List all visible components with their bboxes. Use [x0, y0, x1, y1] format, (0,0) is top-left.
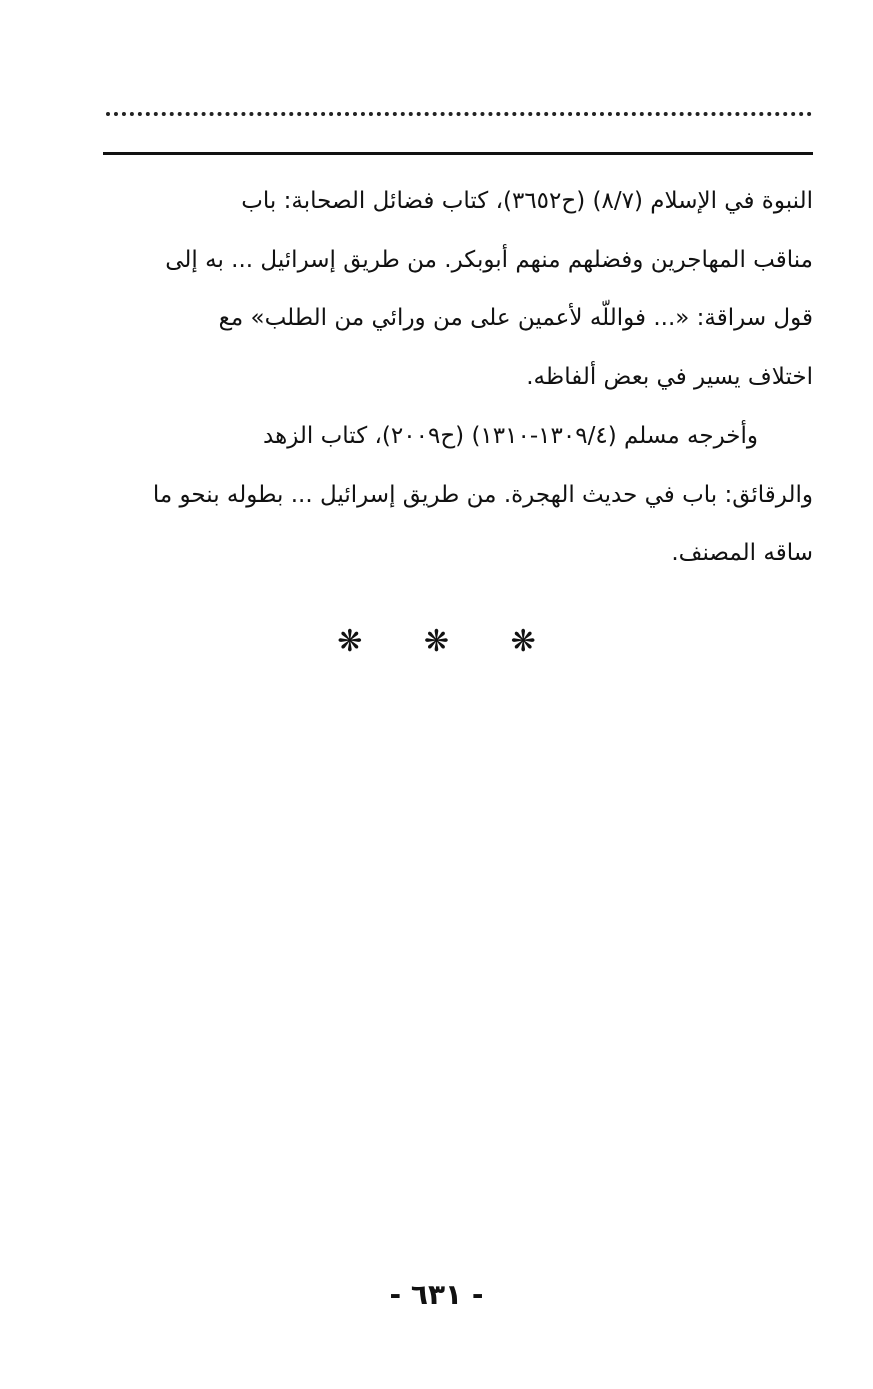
text-line: والرقائق: باب في حديث الهجرة. من طريق إسرائيل ... بطوله بنحو ما [152, 481, 813, 508]
text-line: مناقب المهاجرين وفضلهم منهم أبوبكر. من طريق إسرائيل ... به إلى [165, 246, 813, 273]
asterisk-icon: ❋ [337, 624, 363, 659]
text-line: قول سراقة: «... فواللّه لأعمين على من ورائي من الطلب» مع [218, 305, 813, 331]
footnote-paragraph-1 [103, 172, 813, 406]
section-separator-stars [0, 624, 873, 659]
dotted-separator-line [106, 112, 812, 116]
asterisk-icon: ❋ [510, 624, 536, 659]
footnote-paragraph-2 [103, 407, 813, 583]
asterisk-icon: ❋ [423, 624, 450, 659]
text-line: النبوة في الإسلام (٨/٧) (ح٣٦٥٢)، كتاب فضائل الصحابة: باب [241, 188, 813, 214]
page-number: - ٦٣١ - [389, 1278, 484, 1311]
text-line: وأخرجه مسلم (١٣٠٩/٤-١٣١٠) (ح٢٠٠٩)، كتاب الزهد [263, 423, 758, 449]
footnote-rule [103, 152, 813, 155]
text-line: اختلاف يسير في بعض ألفاظه. [526, 363, 813, 390]
text-line: ساقه المصنف. [671, 540, 813, 566]
